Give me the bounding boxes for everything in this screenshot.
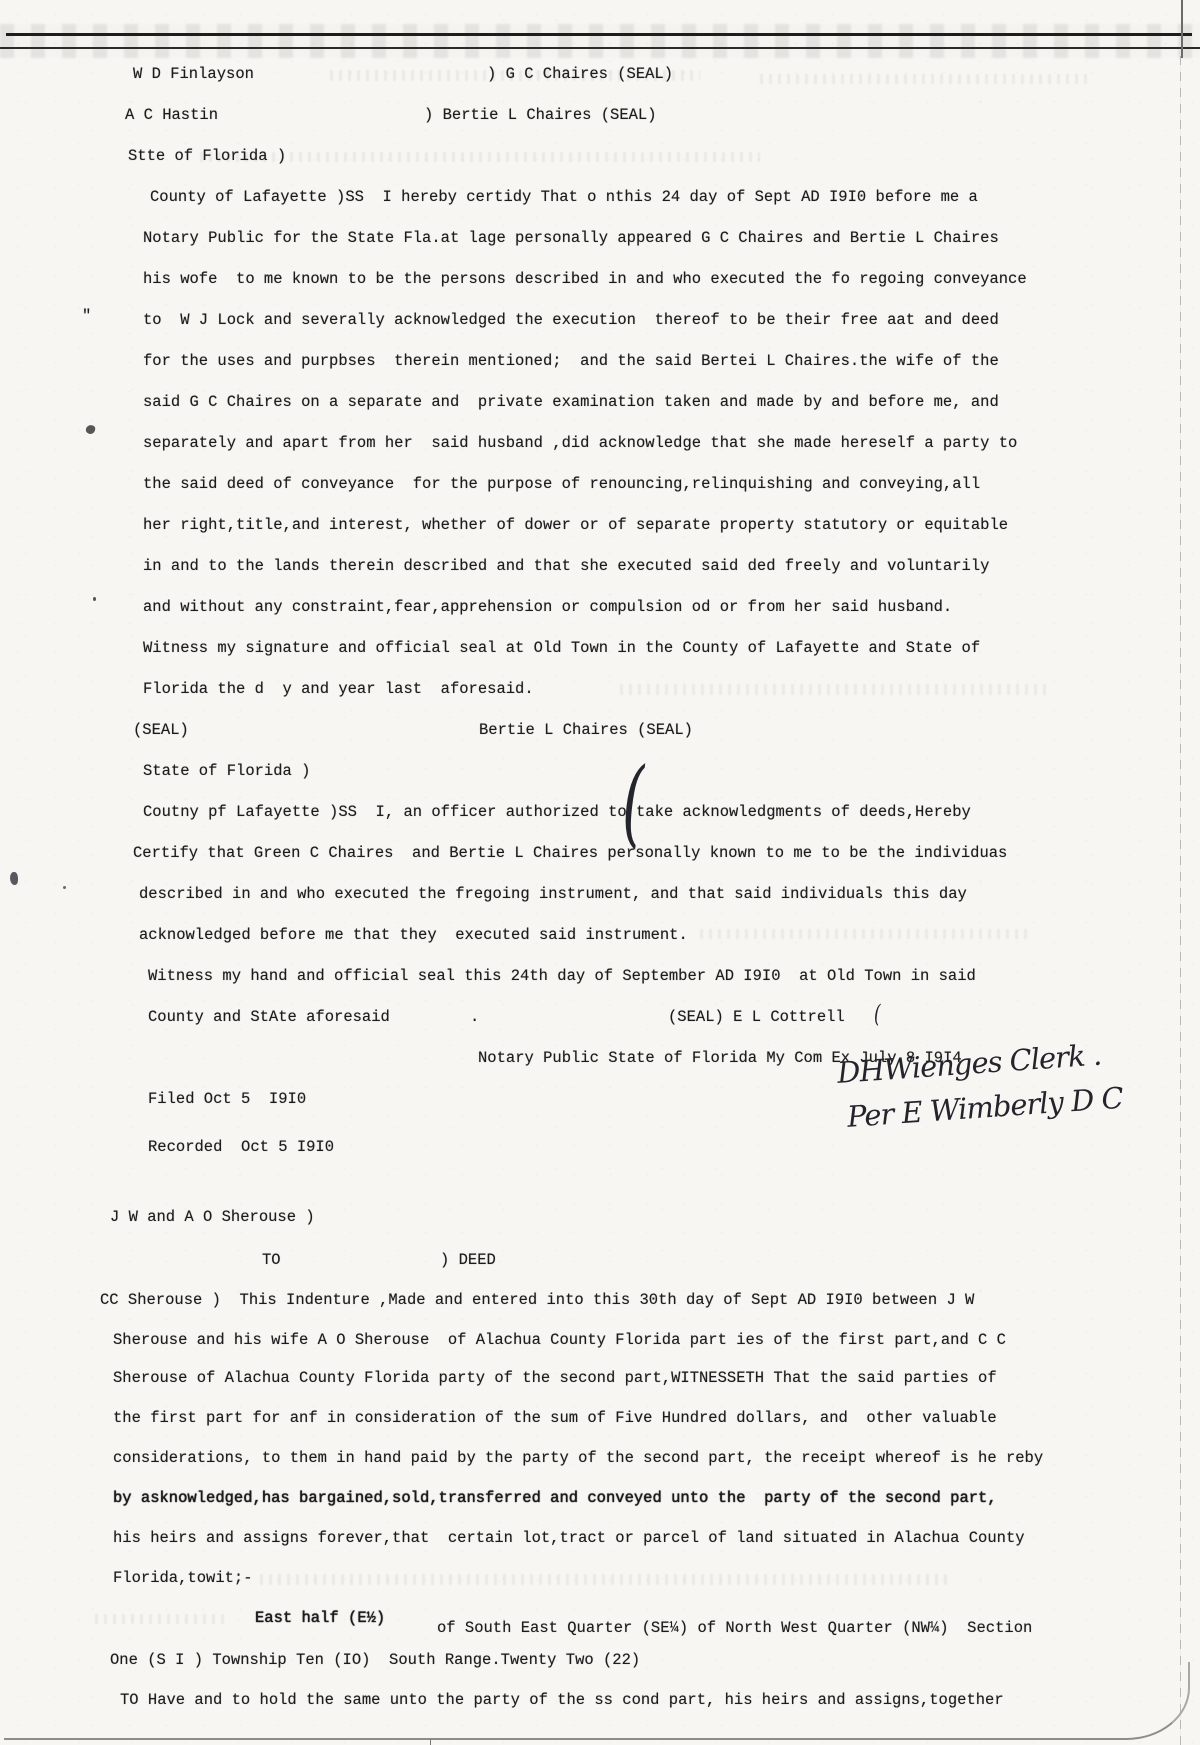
handwritten-signature: DHWienges Clerk . xyxy=(836,1037,1103,1090)
typewritten-line: Sherouse of Alachua County Florida party of the second part,WITNESSETH That the said parties of xyxy=(113,1369,997,1387)
typewritten-line: Florida,towit;- xyxy=(113,1569,253,1587)
typewritten-line: the first part for anf in consideration of the sum of Five Hundred dollars, and other valuable xyxy=(113,1409,997,1427)
typewritten-line: his wofe to me known to be the persons described in and who executed the fo regoing conveyance xyxy=(143,270,1027,288)
typewritten-line: of South East Quarter (SE¼) of North West Quarter (NW¼) Section xyxy=(437,1619,1033,1637)
typewritten-line: Filed Oct 5 I9I0 xyxy=(148,1090,307,1108)
typewritten-line: separately and apart from her said husband ,did acknowledge that she made hereself a party to xyxy=(143,434,1018,452)
typewritten-line: Notary Public State of Florida My Com Ex July 8 I9I4 xyxy=(478,1049,962,1067)
typewritten-line: County and StAte aforesaid xyxy=(148,1008,390,1026)
handwritten-signature: Per E Wimberly D C xyxy=(846,1080,1124,1134)
typewritten-line: the said deed of conveyance for the purpose of renouncing,relinquishing and conveying,all xyxy=(143,475,981,493)
typewritten-line: ) DEED xyxy=(440,1251,496,1269)
typewritten-line: A C Hastin xyxy=(125,106,219,124)
scan-border-top-line-2 xyxy=(0,47,1200,49)
scan-edge-right xyxy=(1180,56,1181,1745)
typewritten-line: TO xyxy=(262,1251,281,1269)
typewritten-line: County of Lafayette )SS I hereby certidy That o nthis 24 day of Sept AD I9I0 before me a xyxy=(150,188,978,206)
typewritten-line: his heirs and assigns forever,that certain lot,tract or parcel of land situated in Alachua County xyxy=(113,1529,1025,1547)
typewritten-line: for the uses and purpbses therein mentioned; and the said Bertei L Chaires.the wife of the xyxy=(143,352,999,370)
typewritten-line: Stte of Florida ) xyxy=(128,147,287,165)
typewritten-line: CC Sherouse ) This Indenture ,Made and entered into this 30th day of Sept AD I9I0 between J W xyxy=(100,1291,975,1309)
typewritten-line: Bertie L Chaires (SEAL) xyxy=(479,721,693,739)
typewritten-line: " xyxy=(82,307,92,325)
typewritten-line: (SEAL) E L Cottrell xyxy=(668,1008,845,1026)
typewritten-line: ) Bertie L Chaires (SEAL) xyxy=(424,106,657,124)
typewritten-line: considerations, to them in hand paid by the party of the second part, the receipt whereof is he reby xyxy=(113,1449,1044,1467)
typewritten-line: Witness my signature and official seal at Old Town in the County of Lafayette and State of xyxy=(143,639,981,657)
typewritten-line: Sherouse and his wife A O Sherouse of Alachua County Florida part ies of the first part,and C C xyxy=(113,1331,1006,1349)
typewritten-line: East half (E½) xyxy=(255,1609,386,1627)
typewritten-line: Coutny pf Lafayette )SS I, an officer authorized to take acknowledgments of deeds,Hereby xyxy=(143,803,971,821)
scan-tick-mark xyxy=(430,1739,431,1745)
typewritten-line: J W and A O Sherouse ) xyxy=(110,1208,315,1226)
scan-smudge-top xyxy=(0,24,1200,58)
typewritten-line: to W J Lock and severally acknowledged the execution thereof to be their free aat and deed xyxy=(143,311,999,329)
scan-speck xyxy=(10,872,18,885)
typewritten-line: . xyxy=(470,1008,480,1026)
typewritten-line: One (S I ) Township Ten (IO) South Range.Twenty Two (22) xyxy=(110,1651,641,1669)
scan-speck xyxy=(85,424,97,436)
scan-smudge xyxy=(760,74,1090,84)
scan-smudge xyxy=(260,1574,950,1585)
typewritten-line: ) G C Chaires (SEAL) xyxy=(487,65,674,83)
typewritten-line: by asknowledged,has bargained,sold,transferred and conveyed unto the party of the second part, xyxy=(113,1489,997,1507)
scan-smudge xyxy=(95,1614,225,1624)
scan-smudge xyxy=(700,929,1030,939)
typewritten-line: described in and who executed the fregoing instrument, and that said individuals this day xyxy=(139,885,967,903)
typewritten-line: W D Finlayson xyxy=(133,65,254,83)
typewritten-line: Certify that Green C Chaires and Bertie L Chaires personally known to me to be the individuas xyxy=(133,844,1008,862)
scan-speck xyxy=(93,597,96,601)
handwritten-paren: ( xyxy=(874,1000,880,1028)
typewritten-line: Florida the d y and year last aforesaid. xyxy=(143,680,534,698)
typewritten-line: her right,title,and interest, whether of dower or of separate property statutory or equitable xyxy=(143,516,1009,534)
typewritten-line: in and to the lands therein described and that she executed said ded freely and voluntarily xyxy=(143,557,990,575)
typewritten-line: Notary Public for the State Fla.at lage personally appeared G C Chaires and Bertie L Chaires xyxy=(143,229,999,247)
typewritten-line: acknowledged before me that they executed said instrument. xyxy=(139,926,688,944)
typewritten-line: (SEAL) xyxy=(133,721,189,739)
typewritten-line: Recorded Oct 5 I9I0 xyxy=(148,1138,335,1156)
scan-border-top-line-1 xyxy=(6,33,1192,36)
typewritten-line: Witness my hand and official seal this 24th day of September AD I9I0 at Old Town in said xyxy=(148,967,976,985)
typewritten-line: and without any constraint,fear,apprehension or compulsion od or from her said husband. xyxy=(143,598,953,616)
typewritten-line: TO Have and to hold the same unto the party of the ss cond part, his heirs and assigns,together xyxy=(120,1691,1004,1709)
scan-speck xyxy=(63,886,66,889)
scan-smudge xyxy=(620,684,1050,695)
typewritten-line: State of Florida ) xyxy=(143,762,311,780)
scan-edge-right-dark xyxy=(1181,0,1183,58)
handwritten-paren: ( xyxy=(622,748,644,858)
typewritten-line: said G C Chaires on a separate and private examination taken and made by and before me, and xyxy=(143,393,999,411)
